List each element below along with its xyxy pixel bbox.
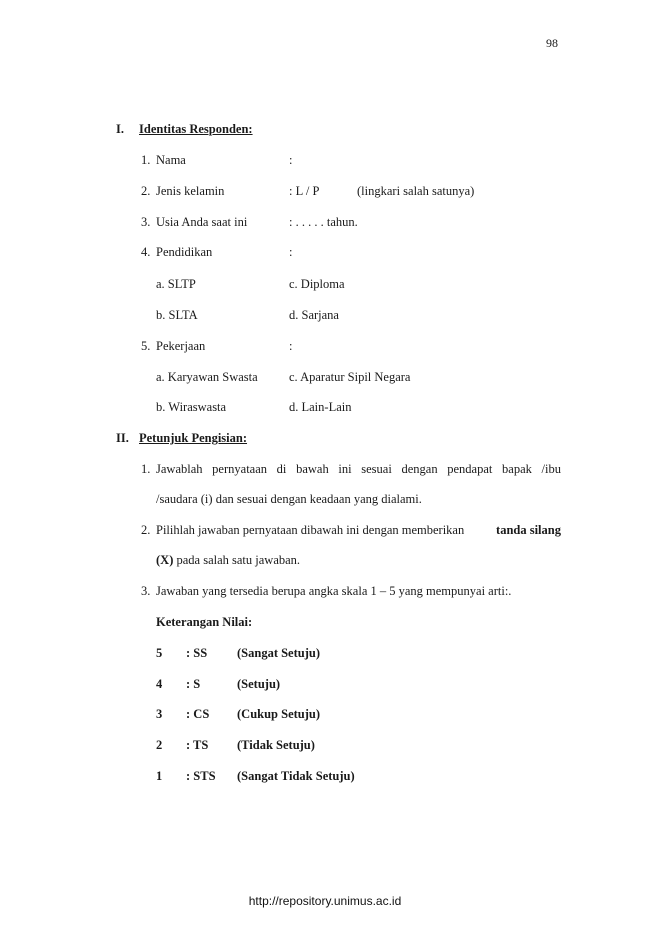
section-2-title: Petunjuk Pengisian: <box>139 431 248 445</box>
option-sltp: a. SLTP <box>156 277 196 291</box>
option-sarjana: d. Sarjana <box>289 308 339 322</box>
item-label: Pendidikan <box>156 245 213 259</box>
section-2-number: II. <box>116 431 129 445</box>
instruction-emphasis: (X) <box>156 553 174 567</box>
page-number: 98 <box>546 36 558 50</box>
scale-value: 5 <box>156 646 163 660</box>
instruction-line-1: Jawaban yang tersedia berupa angka skala 1 – 5 yang mempunyai arti:. <box>156 584 512 598</box>
item-number: 1. <box>141 153 151 167</box>
item-number: 4. <box>141 245 151 259</box>
instruction-text: Pilihlah jawaban pernyataan dibawah ini dengan memberikan <box>156 523 465 537</box>
item-label: Usia Anda saat ini <box>156 215 248 229</box>
instruction-text: pada salah satu jawaban. <box>176 553 301 567</box>
option-aparatur-sipil-negara: c. Aparatur Sipil Negara <box>289 370 411 384</box>
item-number: 5. <box>141 339 151 353</box>
item-value: : L / P <box>289 184 320 198</box>
item-note: (lingkari salah satunya) <box>357 184 475 198</box>
item-value: : <box>289 153 293 167</box>
item-number: 1. <box>141 462 151 476</box>
footer-url[interactable]: http://repository.unimus.ac.id <box>248 894 402 908</box>
option-diploma: c. Diploma <box>289 277 345 291</box>
scale-code: : S <box>186 677 201 691</box>
scale-meaning: (Sangat Tidak Setuju) <box>237 769 355 783</box>
option-slta: b. SLTA <box>156 308 198 322</box>
scale-value: 4 <box>156 677 163 691</box>
instruction-line-2: /saudara (i) dan sesuai dengan keadaan yang dialami. <box>156 492 422 506</box>
scale-code: : SS <box>186 646 208 660</box>
scale-value: 3 <box>156 707 163 721</box>
option-lain-lain: d. Lain-Lain <box>289 400 352 414</box>
instruction-line-1: Jawablah pernyataan di bawah ini sesuai dengan pendapat bapak /ibu <box>156 462 561 476</box>
item-number: 3. <box>141 215 151 229</box>
scale-value: 1 <box>156 769 163 783</box>
item-value: : . . . . . tahun. <box>289 215 358 229</box>
scale-value: 2 <box>156 738 163 752</box>
item-number: 2. <box>141 184 151 198</box>
scale-meaning: (Setuju) <box>237 677 281 691</box>
scale-code: : CS <box>186 707 210 721</box>
keterangan-title: Keterangan Nilai: <box>156 615 253 629</box>
section-1-title: Identitas Responden: <box>139 122 253 136</box>
item-label: Nama <box>156 153 186 167</box>
option-karyawan-swasta: a. Karyawan Swasta <box>156 370 258 384</box>
scale-meaning: (Cukup Setuju) <box>237 707 321 721</box>
item-number: 2. <box>141 523 151 537</box>
scale-meaning: (Sangat Setuju) <box>237 646 320 660</box>
scale-code: : TS <box>186 738 209 752</box>
instruction-line-2 <box>156 553 300 568</box>
scale-meaning: (Tidak Setuju) <box>237 738 315 752</box>
item-label: Jenis kelamin <box>156 184 225 198</box>
instruction-emphasis: tanda silang <box>496 523 561 537</box>
item-value: : <box>289 339 293 353</box>
item-value: : <box>289 245 293 259</box>
instruction-line-1 <box>156 523 561 538</box>
section-1-number: I. <box>116 122 124 136</box>
scale-code: : STS <box>186 769 216 783</box>
item-label: Pekerjaan <box>156 339 206 353</box>
option-wiraswasta: b. Wiraswasta <box>156 400 227 414</box>
item-number: 3. <box>141 584 151 598</box>
